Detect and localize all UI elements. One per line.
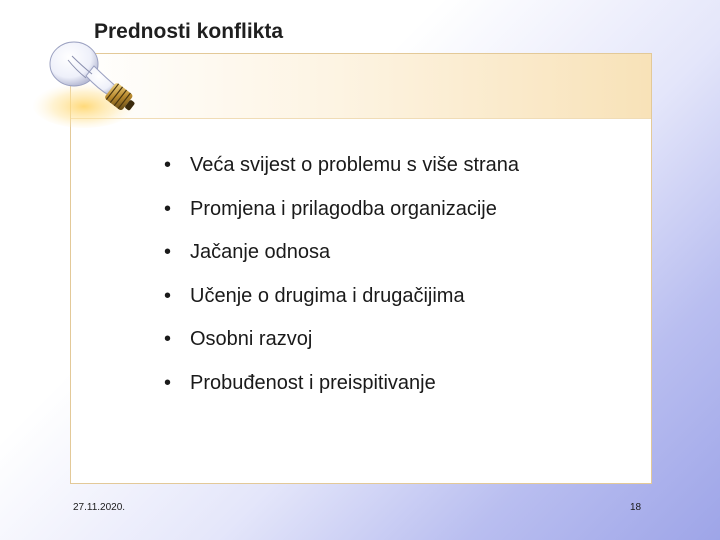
bullet-icon: • xyxy=(164,328,172,351)
list-item xyxy=(164,188,519,232)
list-item xyxy=(164,231,519,275)
list-item xyxy=(164,318,519,362)
bullet-icon: • xyxy=(164,284,172,307)
bullet-text: Osobni razvoj xyxy=(190,328,313,351)
list-item xyxy=(164,275,519,319)
page-number: 18 xyxy=(630,502,642,513)
bullet-icon: • xyxy=(164,197,172,220)
bullet-text: Učenje o drugima i drugačijima xyxy=(190,284,465,307)
bullet-text: Veća svijest o problemu s više strana xyxy=(190,154,520,177)
light-bulb-icon xyxy=(26,34,146,134)
title-band xyxy=(71,54,651,119)
bullet-list xyxy=(164,144,519,405)
list-item xyxy=(164,144,519,188)
bullet-text: Jačanje odnosa xyxy=(190,241,331,264)
bullet-icon: • xyxy=(164,241,172,264)
footer-date: 27.11.2020. xyxy=(73,502,126,513)
bullet-text: Promjena i prilagodba organizacije xyxy=(190,197,497,220)
bullet-icon: • xyxy=(164,154,172,177)
bullet-icon: • xyxy=(164,371,172,394)
bullet-text: Probuđenost i preispitivanje xyxy=(190,371,436,394)
list-item xyxy=(164,362,519,406)
slide-title: Prednosti konflikta xyxy=(94,20,284,43)
